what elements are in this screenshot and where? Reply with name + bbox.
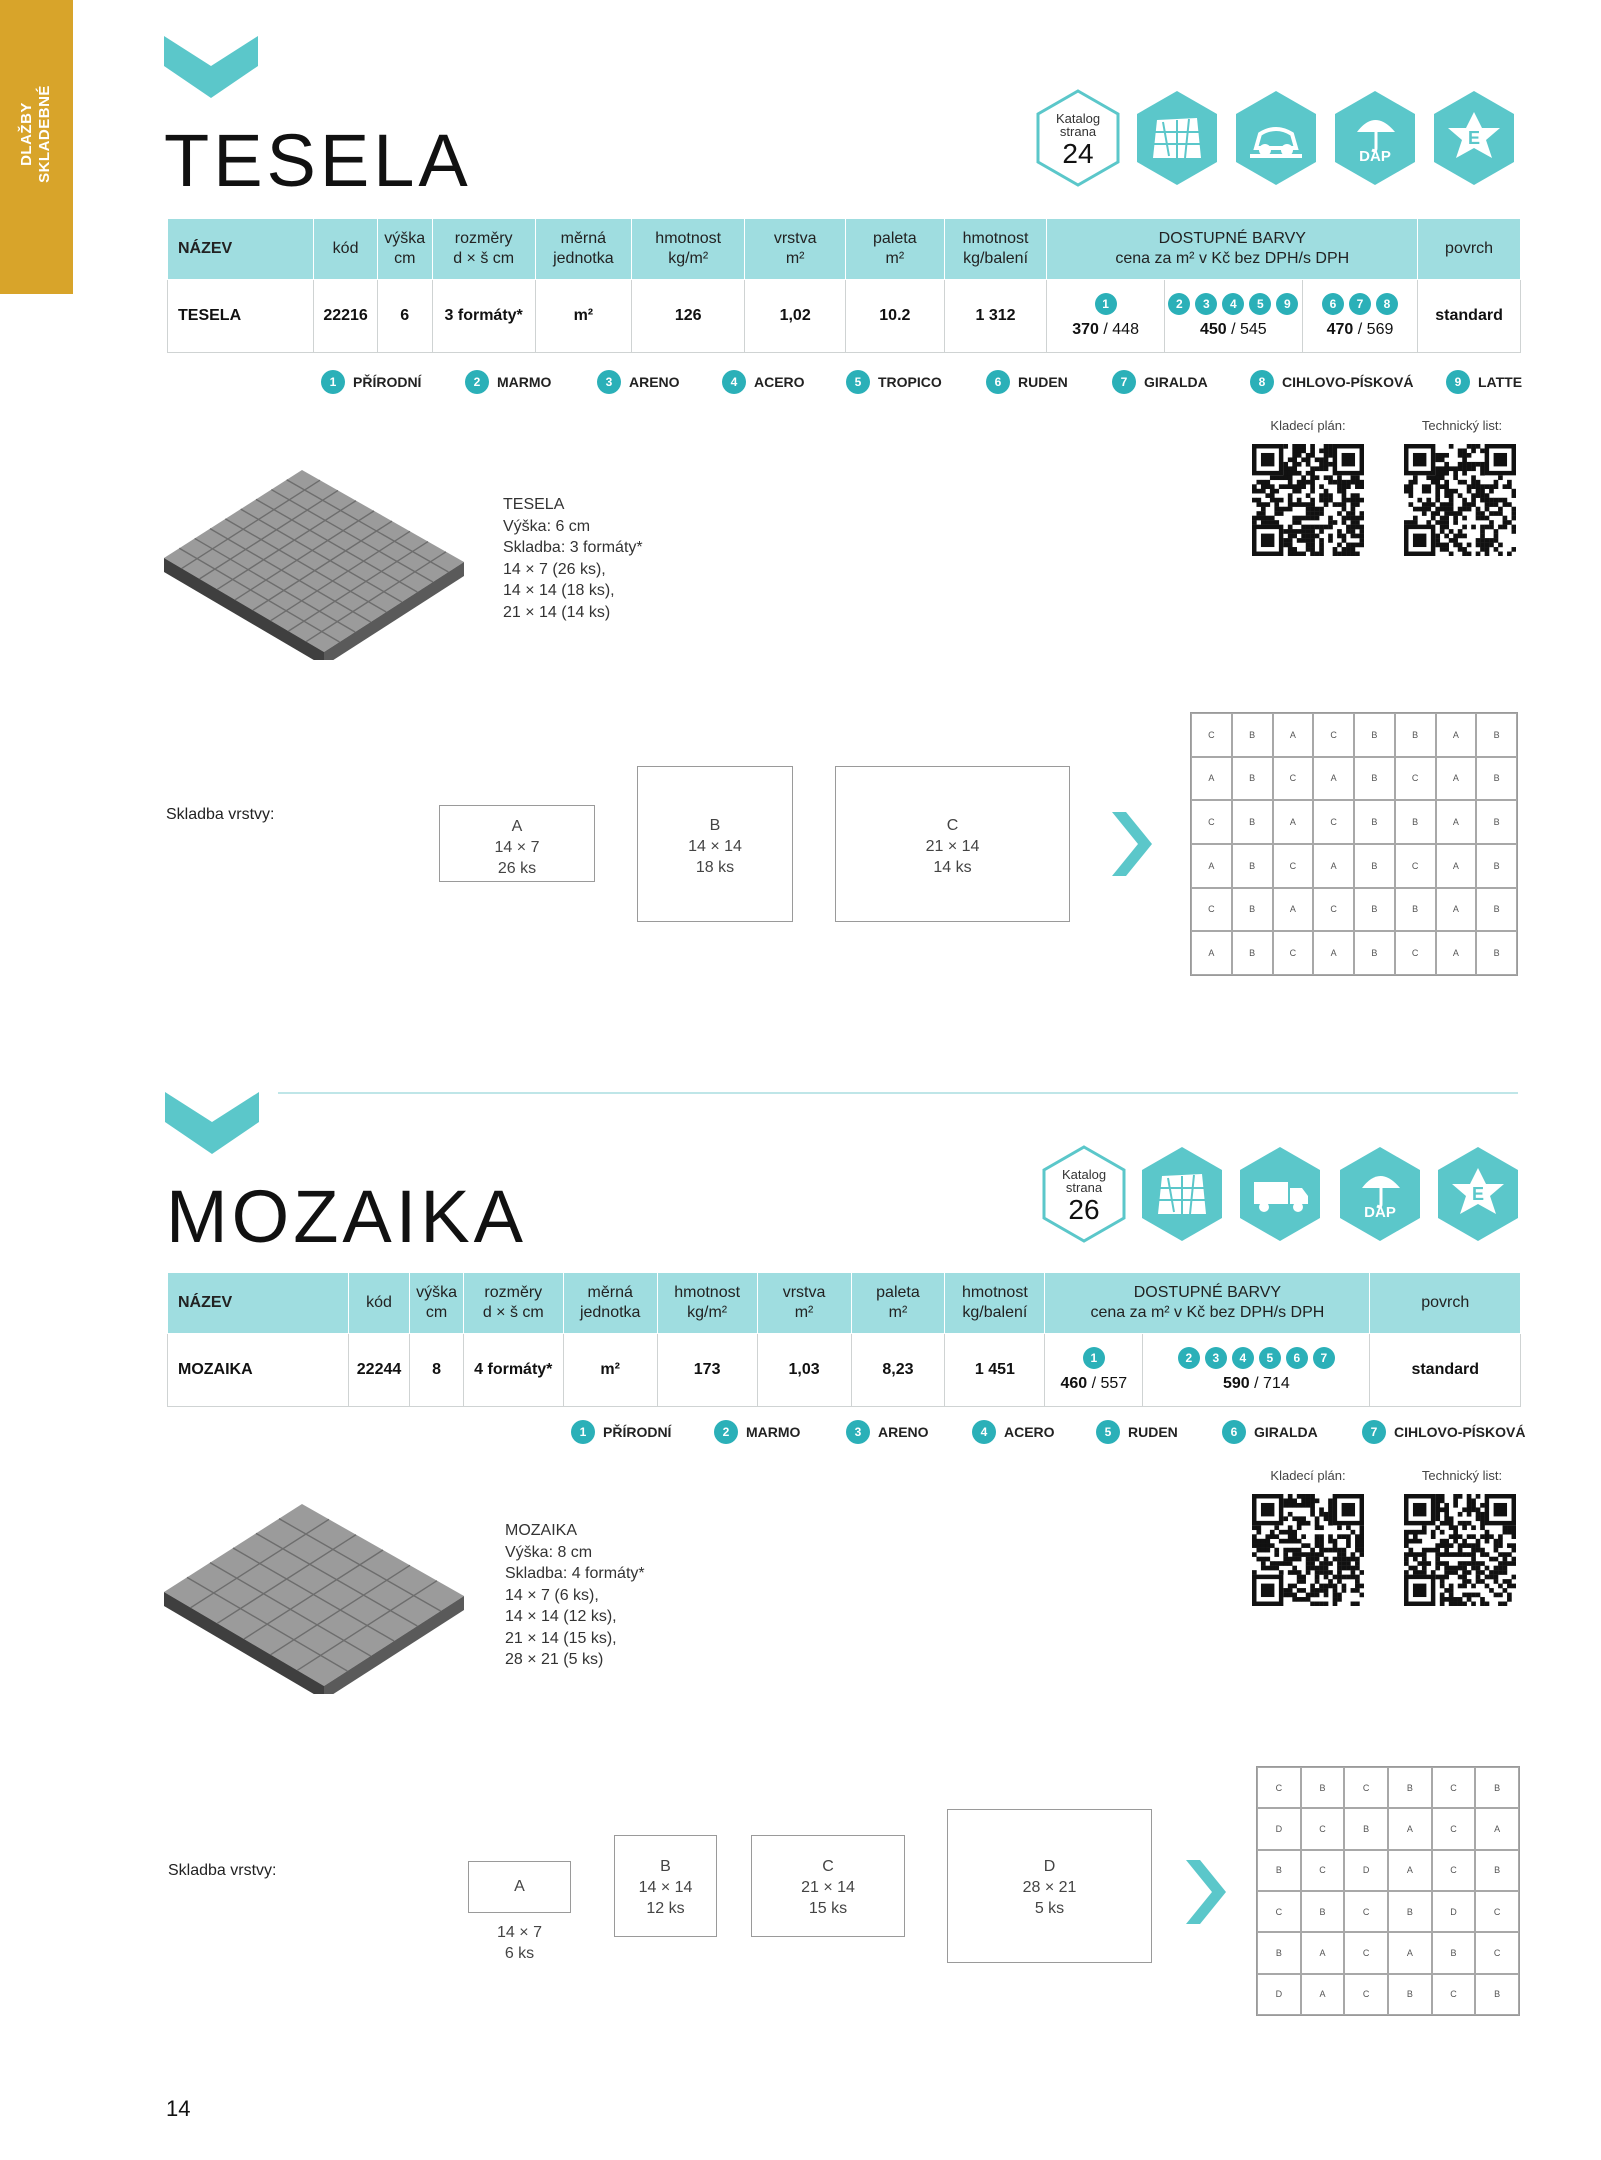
product-title-mozaika: MOZAIKA: [166, 1175, 528, 1258]
color-dot: 6: [1322, 293, 1344, 315]
pattern-cell: A: [1301, 1974, 1345, 2015]
pattern-cell: A: [1273, 888, 1314, 932]
color-legend-item: 5 TROPICO: [846, 370, 942, 394]
color-legend-item: 6 RUDEN: [986, 370, 1068, 394]
pattern-cell: B: [1344, 1808, 1388, 1849]
arrow-right-icon: [1112, 812, 1152, 876]
pattern-cell: D: [1257, 1974, 1301, 2015]
pattern-cell: B: [1232, 888, 1273, 932]
pattern-cell: B: [1395, 888, 1436, 932]
col-paleta: paleta m²: [846, 219, 945, 280]
tile-d: D 28 × 21 5 ks: [947, 1809, 1152, 1963]
pattern-cell: A: [1191, 844, 1232, 888]
pattern-cell: B: [1476, 888, 1517, 932]
pattern-cell: C: [1395, 931, 1436, 975]
col-vrstva: vrstva m²: [757, 1273, 851, 1334]
price-cell: 1 460 / 557: [1045, 1334, 1143, 1407]
pattern-cell: B: [1388, 1891, 1432, 1932]
energy-icon: [1434, 1144, 1522, 1244]
spec-table-tesela: [167, 218, 1521, 353]
col-hmotnost-baleni: hmotnost kg/balení: [944, 219, 1047, 280]
pattern-cell: B: [1476, 757, 1517, 801]
col-hmotnost: hmotnost kg/m²: [657, 1273, 757, 1334]
catalog-label: Katalog: [1055, 111, 1101, 126]
pattern-cell: B: [1432, 1932, 1476, 1973]
paving-icon: [1133, 88, 1221, 188]
color-dot: 1: [1095, 293, 1117, 315]
qr-label-kladeci: Kladecí plán:: [1270, 1468, 1346, 1483]
col-barvy: DOSTUPNÉ BARVY cena za m² v Kč bez DPH/s DPH: [1045, 1273, 1370, 1334]
col-vyska: výška cm: [410, 1273, 464, 1334]
pattern-cell: C: [1475, 1891, 1519, 1932]
pattern-cell: C: [1313, 888, 1354, 932]
category-tab-label: [18, 85, 54, 183]
pattern-cell: C: [1313, 800, 1354, 844]
pattern-cell: B: [1475, 1767, 1519, 1808]
catalog-page-number: 26: [1068, 1194, 1100, 1225]
pattern-cell: B: [1388, 1767, 1432, 1808]
catalog-page-badge[interactable]: [1034, 88, 1122, 188]
cell-paleta: 10.2: [846, 280, 945, 353]
category-tab: [0, 0, 73, 294]
cell-nazev: TESELA: [168, 280, 314, 353]
chevron-down-icon: [164, 36, 258, 98]
qr-label-technicky: Technický list:: [1421, 1468, 1503, 1483]
pattern-cell: C: [1273, 844, 1314, 888]
tile-a-caption: 14 × 7 6 ks: [497, 1924, 542, 1962]
tile-c: C 21 × 14 15 ks: [751, 1835, 905, 1937]
color-dot: 3: [1205, 1347, 1227, 1369]
col-paleta: paleta m²: [851, 1273, 945, 1334]
color-legend-item: 2 MARMO: [465, 370, 551, 394]
product-image-tesela: [164, 470, 470, 660]
price-cell: 6 7 8 470 / 569: [1302, 280, 1417, 353]
color-dot: 1: [1083, 1347, 1105, 1369]
pattern-cell: B: [1301, 1891, 1345, 1932]
pattern-cell: B: [1232, 800, 1273, 844]
pattern-cell: B: [1388, 1974, 1432, 2015]
color-legend-item: 9 LATTE: [1446, 370, 1522, 394]
pattern-cell: B: [1475, 1850, 1519, 1891]
color-dot: 9: [1276, 293, 1298, 315]
pattern-cell: B: [1476, 931, 1517, 975]
paving-icon: [1138, 1144, 1226, 1244]
col-merna: měrná jednotka: [563, 1273, 657, 1334]
pattern-cell: A: [1313, 931, 1354, 975]
color-dot: 6: [1286, 1347, 1308, 1369]
section-divider: [278, 1092, 1518, 1094]
qr-code-icon[interactable]: [1252, 1494, 1364, 1606]
pattern-cell: B: [1354, 713, 1395, 757]
umbrella-icon: [1336, 1144, 1424, 1244]
pattern-cell: C: [1257, 1891, 1301, 1932]
cell-povrch: standard: [1418, 280, 1521, 353]
cell-kod: 22216: [314, 280, 377, 353]
pattern-cell: C: [1432, 1974, 1476, 2015]
qr-label-technicky: Technický list:: [1421, 418, 1503, 433]
col-hmotnost-baleni: hmotnost kg/balení: [945, 1273, 1045, 1334]
col-povrch: povrch: [1370, 1273, 1521, 1334]
product-description: MOZAIKA Výška: 8 cm Skladba: 4 formáty* 14 × 7 (6 ks), 14 × 14 (12 ks), 21 × 14 (15 ks), 28 × 21 (5 ks): [505, 1522, 645, 1668]
pattern-cell: D: [1432, 1891, 1476, 1932]
category-line2: SKLADEBNÉ: [36, 85, 53, 183]
pattern-cell: C: [1191, 713, 1232, 757]
col-kod: kód: [314, 219, 377, 280]
arrow-right-icon: [1186, 1860, 1226, 1924]
pattern-cell: B: [1354, 844, 1395, 888]
dap-label: DAP: [1364, 1204, 1396, 1221]
cell-rozmery: 4 formáty*: [463, 1334, 563, 1407]
price-cell: 1 370 / 448: [1047, 280, 1164, 353]
pattern-cell: A: [1273, 800, 1314, 844]
col-hmotnost: hmotnost kg/m²: [632, 219, 745, 280]
color-legend-item: 7 GIRALDA: [1112, 370, 1208, 394]
pattern-cell: A: [1436, 888, 1477, 932]
pattern-cell: A: [1436, 844, 1477, 888]
pattern-cell: B: [1301, 1767, 1345, 1808]
color-dot: 2: [1168, 293, 1190, 315]
color-legend-item: 1 PŘÍRODNÍ: [571, 1420, 671, 1444]
pattern-cell: B: [1232, 931, 1273, 975]
col-kod: kód: [348, 1273, 410, 1334]
cell-merna: m²: [563, 1334, 657, 1407]
cell-vyska: 6: [377, 280, 432, 353]
e-badge-label: E: [1471, 1184, 1484, 1204]
col-vrstva: vrstva m²: [745, 219, 846, 280]
cell-merna: m²: [535, 280, 632, 353]
pattern-cell: B: [1476, 713, 1517, 757]
pattern-cell: C: [1344, 1891, 1388, 1932]
pattern-cell: C: [1313, 713, 1354, 757]
cell-hmotnost-baleni: 1 312: [944, 280, 1047, 353]
pattern-cell: A: [1313, 844, 1354, 888]
pattern-cell: C: [1432, 1767, 1476, 1808]
pattern-cell: A: [1273, 713, 1314, 757]
pattern-cell: D: [1344, 1850, 1388, 1891]
cell-vrstva: 1,03: [757, 1334, 851, 1407]
color-dot: 7: [1313, 1347, 1335, 1369]
cell-vrstva: 1,02: [745, 280, 846, 353]
color-dot: 5: [1259, 1347, 1281, 1369]
color-dot: 4: [1222, 293, 1244, 315]
pattern-cell: C: [1191, 888, 1232, 932]
category-line1: DLAŽBY: [18, 102, 35, 166]
pattern-cell: C: [1432, 1850, 1476, 1891]
color-dot: 3: [1195, 293, 1217, 315]
col-nazev: NÁZEV: [168, 1273, 349, 1334]
color-legend-item: 2 MARMO: [714, 1420, 800, 1444]
pattern-cell: A: [1313, 757, 1354, 801]
cell-hmotnost: 173: [657, 1334, 757, 1407]
pattern-cell: C: [1344, 1767, 1388, 1808]
pattern-cell: A: [1436, 800, 1477, 844]
pattern-cell: B: [1354, 800, 1395, 844]
color-dot: 5: [1249, 293, 1271, 315]
pattern-cell: B: [1395, 713, 1436, 757]
spec-table-mozaika: [167, 1272, 1521, 1407]
cell-povrch: standard: [1370, 1334, 1521, 1407]
truck-icon: [1236, 1144, 1324, 1244]
pattern-cell: C: [1191, 800, 1232, 844]
pattern-cell: A: [1301, 1932, 1345, 1973]
pattern-cell: A: [1191, 931, 1232, 975]
e-badge-label: E: [1467, 128, 1480, 148]
pattern-cell: B: [1232, 844, 1273, 888]
laying-pattern-mozaika: [1256, 1766, 1520, 2016]
color-dot: 2: [1178, 1347, 1200, 1369]
tile-b: B 14 × 14 18 ks: [637, 766, 793, 922]
catalog-label: Katalog: [1061, 1167, 1107, 1182]
pattern-cell: B: [1476, 844, 1517, 888]
energy-icon: [1430, 88, 1518, 188]
cell-hmotnost: 126: [632, 280, 745, 353]
color-legend-item: 5 RUDEN: [1096, 1420, 1178, 1444]
page-number: 14: [166, 2096, 191, 2121]
pattern-cell: C: [1395, 844, 1436, 888]
umbrella-icon: [1331, 88, 1419, 188]
color-legend-item: 1 PŘÍRODNÍ: [321, 370, 421, 394]
col-povrch: povrch: [1418, 219, 1521, 280]
tile-a: A 14 × 7 26 ks: [439, 805, 595, 882]
col-rozmery: rozměry d × š cm: [432, 219, 535, 280]
pattern-cell: A: [1436, 931, 1477, 975]
cell-vyska: 8: [410, 1334, 464, 1407]
pattern-cell: B: [1395, 800, 1436, 844]
catalog-label-2: strana: [1065, 1180, 1103, 1195]
pattern-cell: C: [1395, 757, 1436, 801]
product-image-mozaika: [164, 1504, 470, 1694]
dap-label: DAP: [1359, 148, 1391, 165]
pattern-cell: B: [1232, 757, 1273, 801]
color-legend-item: 3 ARENO: [846, 1420, 929, 1444]
pattern-cell: C: [1475, 1932, 1519, 1973]
qr-code-icon[interactable]: [1404, 444, 1516, 556]
price-cell: 2 3 4 5 6 7 590 / 714: [1143, 1334, 1370, 1407]
pattern-cell: A: [1475, 1808, 1519, 1849]
pattern-cell: B: [1354, 888, 1395, 932]
pattern-cell: C: [1432, 1808, 1476, 1849]
col-nazev: NÁZEV: [168, 219, 314, 280]
catalog-page-number: 24: [1062, 138, 1094, 169]
tile-b: B 14 × 14 12 ks: [614, 1835, 717, 1937]
tile-a: A: [468, 1861, 571, 1913]
cell-hmotnost-baleni: 1 451: [945, 1334, 1045, 1407]
cell-paleta: 8,23: [851, 1334, 945, 1407]
tile-c: C 21 × 14 14 ks: [835, 766, 1070, 922]
pattern-cell: C: [1257, 1767, 1301, 1808]
col-vyska: výška cm: [377, 219, 432, 280]
chevron-down-icon: [165, 1092, 259, 1154]
pattern-cell: C: [1273, 931, 1314, 975]
qr-code-icon[interactable]: [1404, 1494, 1516, 1606]
color-legend-item: 3 ARENO: [597, 370, 680, 394]
product-title-tesela: TESELA: [164, 119, 472, 202]
color-dot: 8: [1376, 293, 1398, 315]
pattern-cell: B: [1257, 1932, 1301, 1973]
color-legend-item: 4 ACERO: [972, 1420, 1055, 1444]
pattern-cell: B: [1354, 757, 1395, 801]
pattern-cell: C: [1301, 1850, 1345, 1891]
pattern-cell: A: [1388, 1932, 1432, 1973]
qr-label-kladeci: Kladecí plán:: [1270, 418, 1346, 433]
pattern-cell: B: [1354, 931, 1395, 975]
pattern-cell: B: [1475, 1974, 1519, 2015]
color-legend-item: 7 CIHLOVO-PÍSKOVÁ: [1362, 1420, 1525, 1444]
col-merna: měrná jednotka: [535, 219, 632, 280]
cell-nazev: MOZAIKA: [168, 1334, 349, 1407]
color-dot: 4: [1232, 1347, 1254, 1369]
color-dot: 7: [1349, 293, 1371, 315]
color-legend-item: 8 CIHLOVO-PÍSKOVÁ: [1250, 370, 1413, 394]
cell-rozmery: 3 formáty*: [432, 280, 535, 353]
skladba-label: Skladba vrstvy:: [168, 1862, 277, 1879]
pattern-cell: A: [1191, 757, 1232, 801]
car-icon: [1232, 88, 1320, 188]
product-description: TESELA Výška: 6 cm Skladba: 3 formáty* 14 × 7 (26 ks), 14 × 14 (18 ks), 21 × 14 (14 ks): [503, 496, 643, 621]
qr-code-icon[interactable]: [1252, 444, 1364, 556]
pattern-cell: D: [1257, 1808, 1301, 1849]
cell-kod: 22244: [348, 1334, 410, 1407]
pattern-cell: C: [1344, 1932, 1388, 1973]
pattern-cell: B: [1257, 1850, 1301, 1891]
pattern-cell: B: [1476, 800, 1517, 844]
skladba-label: Skladba vrstvy:: [166, 806, 275, 823]
pattern-cell: A: [1436, 757, 1477, 801]
pattern-cell: C: [1273, 757, 1314, 801]
color-legend-item: 4 ACERO: [722, 370, 805, 394]
price-cell: 2 3 4 5 9 450 / 545: [1164, 280, 1302, 353]
pattern-cell: C: [1301, 1808, 1345, 1849]
pattern-cell: C: [1344, 1974, 1388, 2015]
pattern-cell: A: [1436, 713, 1477, 757]
col-rozmery: rozměry d × š cm: [463, 1273, 563, 1334]
color-legend-item: 6 GIRALDA: [1222, 1420, 1318, 1444]
pattern-cell: A: [1388, 1850, 1432, 1891]
pattern-cell: B: [1232, 713, 1273, 757]
pattern-cell: A: [1388, 1808, 1432, 1849]
catalog-page-badge[interactable]: [1040, 1144, 1128, 1244]
laying-pattern-tesela: [1190, 712, 1518, 976]
col-barvy: DOSTUPNÉ BARVY cena za m² v Kč bez DPH/s DPH: [1047, 219, 1418, 280]
catalog-label-2: strana: [1059, 124, 1097, 139]
